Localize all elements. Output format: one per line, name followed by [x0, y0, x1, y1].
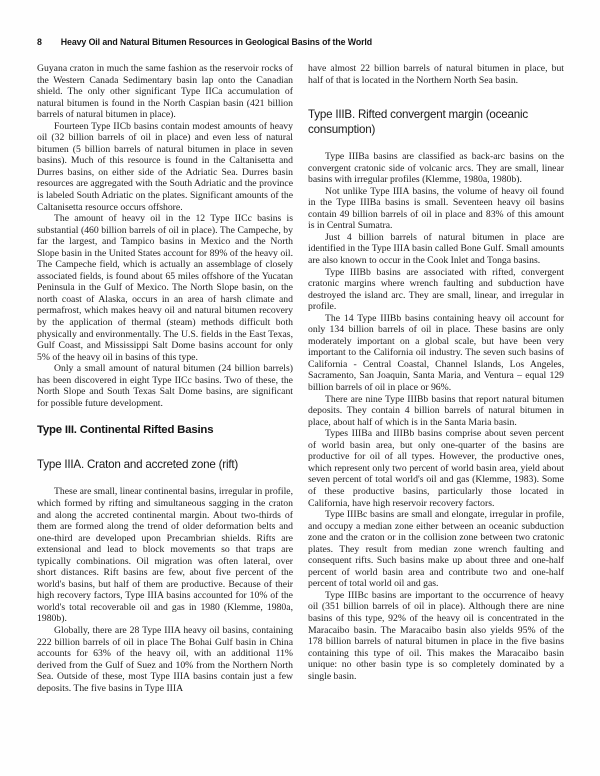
subsection-heading-type-iiia: Type IIIA. Craton and accreted zone (rift) [37, 458, 239, 472]
two-column-body [37, 63, 564, 694]
section-heading-type-iii: Type III. Continental Rifted Basins [37, 424, 214, 437]
subsection-heading-type-iiib: Type IIIB. Rifted convergent margin (oceanic consumption) [308, 108, 528, 137]
paragraph: Just 4 billion barrels of natural bitumen in place are identified in the Type IIIA basin called Bone Gulf. Small amounts are also known to occur in the Cook Inlet and Tonga basins. [308, 231, 564, 267]
left-column [37, 63, 293, 694]
paragraph: Type IIIBb basins are associated with rifted, convergent cratonic margins where wrench faulting and subduction have destroyed the island arc. They are small, linear, and irregular in profile. [308, 266, 564, 313]
paragraph: Type IIIBc basins are important to the occurrence of heavy oil (351 billion barrels of oil in place). Although there are nine basins of this type, 92% of the heavy oil is concentrated in the Maracaibo basin. The Maracaibo basin also yields 95% of the 178 billion barrels of natural bitumen in place in the five basins containing this type of oil. This makes the Maracaibo basin unique: no other basin type is so completely dominated by a single basin. [308, 589, 564, 682]
paragraph: have almost 22 billion barrels of natural bitumen in place, but half of that is located in the Northern North Sea basin. [308, 63, 564, 86]
running-header [37, 37, 564, 47]
running-title: Heavy Oil and Natural Bitumen Resources in Geological Basins of the World [60, 37, 373, 47]
paragraph: The 14 Type IIIBb basins containing heavy oil account for only 134 billion barrels of oil in place. These basins are only moderately important on a global scale, but have been very important to the California oil industry. The seven such basins of California - Central Coastal, Channel Islands, Los Angeles, Sacramento, San Joaquin, Santa Maria, and Ventura – equal 129 billion barrels of oil in place or 96%. [308, 312, 564, 394]
paragraph: There are nine Type IIIBb basins that report natural bitumen deposits. They contain 4 billion barrels of natural bitumen in place, about half of which is in the Santa Maria basin. [308, 393, 564, 428]
paragraph: The amount of heavy oil in the 12 Type IICc basins is substantial (460 billion barrels of oil in place). The Campeche, by far the largest, and Tampico basins in Mexico and the North Slope basin in the United States account for 89% of the heavy oil. The Campeche field, which is actually an assemblage of closely associated fields, is found about 65 miles offshore of the Yucatan Peninsula in the Gulf of Mexico. The North Slope basin, on the north coast of Alaska, occurs in an area of harsh climate and permafrost, which makes heavy oil and natural bitumen recovery by the application of thermal (steam) methods difficult both physically and environmentally. The U.S. fields in the East Texas, Gulf Coast, and Mississippi Salt Dome basins account for only 5% of the heavy oil in basins of this type. [37, 213, 293, 363]
right-column [308, 63, 564, 694]
page-number: 8 [37, 37, 42, 47]
paragraph: Fourteen Type IICb basins contain modest amounts of heavy oil (32 billion barrels of oil in place) and even less of natural bitumen (5 billion barrels of natural bitumen in place in seven basins). Much of this resource is found in the Caltanisetta and Durres basins, on either side of the Adriatic Sea. Durres basin resources are aggregated with the South Adriatic and the province is labeled South Adriatic on the plates. Significant amounts of the Caltanisetta resource occurs offshore. [37, 120, 293, 213]
paragraph: Types IIIBa and IIIBb basins comprise about seven percent of world basin area, but only one-quarter of the basins are productive for oil of all types. However, the productive ones, which represent only two percent of world basin area, yield about seven percent of total world's oil and gas (Klemme, 1983). Some of these productive basins, particularly those located in California, have high reservoir recovery factors. [308, 428, 564, 509]
paragraph: These are small, linear continental basins, irregular in profile, which formed by rifting and simultaneous sagging in the craton and along the accreted continental margin. About two-thirds of them are formed along the trend of older deformation belts and one-third are developed upon Precambrian shields. Rifts are extensional and lead to block movements so that traps are typically combinations. Oil migration was often lateral, over short distances. Rift basins are few, about five percent of the world's basins, but half of them are productive. Because of their high recovery factors, Type IIIA basins accounted for 10% of the world's total recoverable oil and gas in 1980 (Klemme, 1980a, 1980b). [37, 486, 293, 625]
paragraph: Globally, there are 28 Type IIIA heavy oil basins, containing 222 billion barrels of oil in place The Bohai Gulf basin in China accounts for 63% of the heavy oil, with an additional 11% derived from the Gulf of Suez and 10% from the Northern North Sea. Outside of these, most Type IIIA basins contain just a few deposits. The five basins in Type IIIA [37, 624, 293, 694]
paragraph: Type IIIBa basins are classified as back-arc basins on the convergent cratonic side of volcanic arcs. They are small, linear basins with irregular profiles (Klemme, 1980a, 1980b). [308, 151, 564, 186]
paragraph: Only a small amount of natural bitumen (24 billion barrels) has been discovered in eight Type IICc basins. Two of these, the North Slope and South Texas Salt Dome basins, are significant for possible future development. [37, 363, 293, 409]
paragraph: Not unlike Type IIIA basins, the volume of heavy oil found in the Type IIIBa basins is small. Seventeen heavy oil basins contain 49 billion barrels of oil in place and 83% of this amount is in Central Sumatra. [308, 185, 564, 232]
paragraph: Guyana craton in much the same fashion as the reservoir rocks of the Western Canada Sedimentary basin lap onto the Canadian shield. The only other significant Type IICa accumulation of natural bitumen is found in the North Caspian basin (421 billion barrels of natural bitumen in place). [37, 63, 293, 121]
paragraph: Type IIIBc basins are small and elongate, irregular in profile, and occupy a median zone either between an oceanic subduction zone and the craton or in the collision zone between two cratonic plates. They result from median zone wrench faulting and consequent rifts. Such basins make up about three and one-half percent of world basin area and contribute two and one-half percent of total world oil and gas. [308, 509, 564, 590]
